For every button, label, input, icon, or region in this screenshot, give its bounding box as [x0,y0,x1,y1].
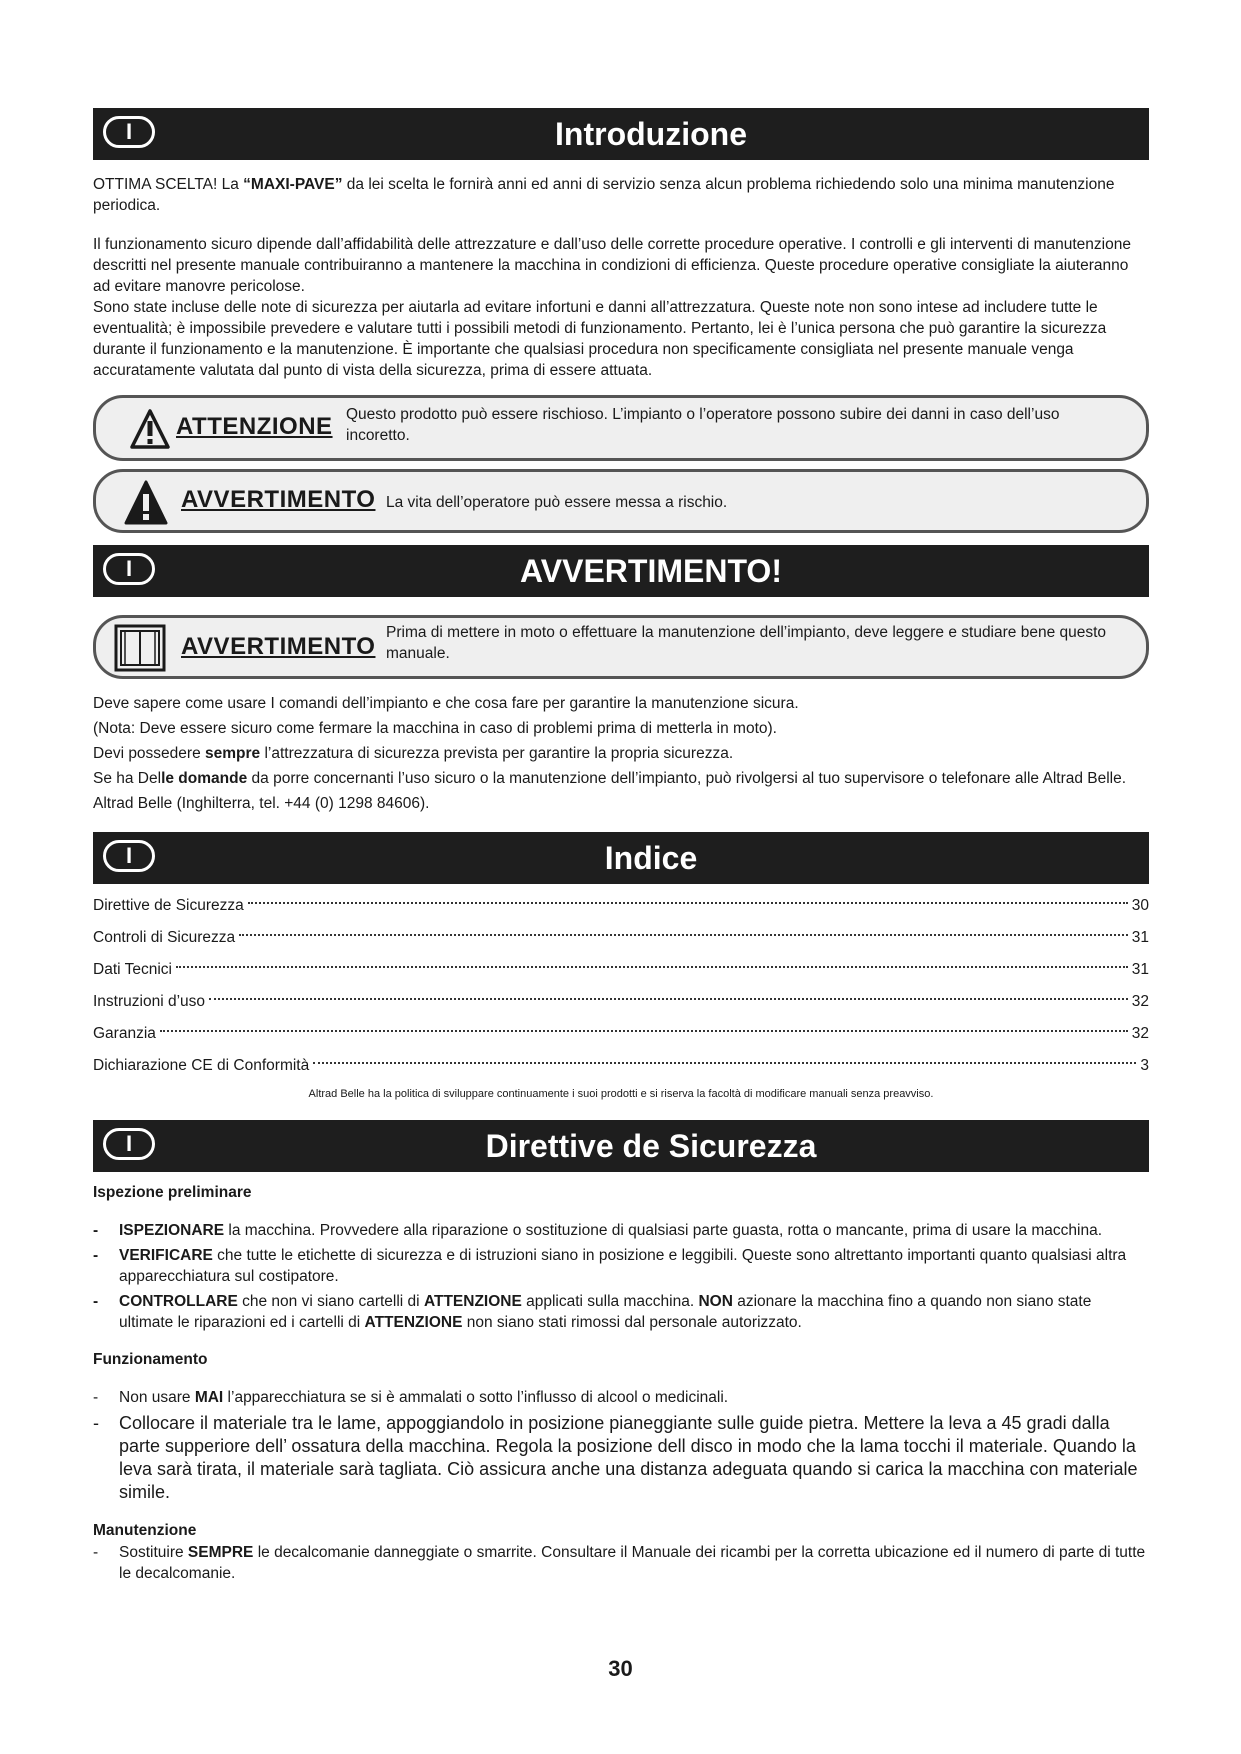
avvertimento-box [93,469,1149,533]
guidance-line-4: Se ha Delle domande da porre concernanti l’uso sicuro o la manutenzione dell’impianto, può rivolgersi al tuo supervisore o telefonare alle Altrad Belle. Altrad Belle (Inghilterra, tel. +44 (0) 1298 84606). [93,770,1127,812]
warning-triangle-filled-icon [124,480,168,531]
manual-book-icon [112,622,168,679]
section-header-direttive [93,1120,1149,1172]
manual-warning-text: Prima di mettere in moto o effettuare la manutenzione dell’impianto, deve leggere e studiare bene questo manuale. [386,624,1107,662]
attenzione-label: ATTENZIONE [176,413,333,440]
toc-entry[interactable]: Dati Tecnici 31 [93,961,1149,978]
section-title: Introduzione [555,116,747,152]
list-item: - Collocare il materiale tra le lame, appoggiandolo in posizione pianeggiante sulle guide pietra. Mettere la leva a 45 gradi dalla parte supperiore dell’ ossatura della macchina. Regola la posizione dell disco in modo che la lama tocchi il materiale. Quando la leva sarà tirata, il materiale sarà tagliata. Ciò assicura anche una distanza adeguata quando si carica la macchina con materiale simile. [93,1413,1138,1502]
list-item: - VERIFICARE che tutte le etichette di sicurezza e di istruzioni siano in posizione e leggibili. Queste sono altrettanto importanti quanto qualsiasi altra apparecchiatura sul costipatore. [93,1247,1127,1285]
guidance-line-1: Deve sapere come usare I comandi dell’impianto e che cosa fare per garantire la manutenzione sicura. [93,695,799,712]
toc-entry[interactable]: Garanzia 32 [93,1025,1149,1042]
avvertimento-text: La vita dell’operatore può essere messa a rischio. [386,494,728,511]
ispezione-list [93,1220,1149,1333]
section-header-introduzione [93,108,1149,160]
section-title: AVVERTIMENTO! [520,553,782,589]
intro-text [93,174,1149,381]
funzionamento-list [93,1387,1149,1504]
language-badge: I [103,553,155,585]
manutenzione-list [93,1542,1149,1584]
language-badge: I [103,116,155,148]
toc-entry[interactable]: Controli di Sicurezza 31 [93,929,1149,946]
subheading-funzionamento: Funzionamento [93,1351,208,1368]
manual-warning-box [93,615,1149,679]
attenzione-box [93,395,1149,461]
list-item: - Sostituire SEMPRE le decalcomanie danneggiate o smarrite. Consultare il Manuale dei ricambi per la corretta ubicazione ed il numero di parte di tutte le decalcomanie. [93,1544,1146,1582]
guidance-line-3: Devi possedere sempre l’attrezzatura di sicurezza prevista per garantire la propria sicurezza. [93,745,734,762]
attenzione-text: Questo prodotto può essere rischioso. L’impianto o l’operatore possono subire dei danni in caso dell’uso incoretto. [346,406,1060,444]
section-title: Direttive de Sicurezza [485,1128,817,1164]
toc-entry[interactable]: Direttive de Sicurezza 30 [93,897,1149,914]
policy-note: Altrad Belle ha la politica di sviluppare continuamente i suoi prodotti e si riserva la facoltà di modificare manuali senza preavviso. [308,1088,934,1100]
intro-paragraph-2: Il funzionamento sicuro dipende dall’affidabilità delle attrezzature e dall’uso delle corrette procedure operative. I controlli e gli interventi di manutenzione descritti nel presente manuale contribuiranno a mantenere la macchina in condizioni di efficienza. Queste procedure operative consigliate la aiuteranno ad evitare manovre pericolose. [93,236,1131,295]
toc-entry[interactable]: Instruzioni d’uso 32 [93,993,1149,1010]
section-header-indice [93,832,1149,884]
intro-paragraph-3: Sono state incluse delle note di sicurezza per aiutarla ad evitare infortuni e danni all’attrezzatura. Queste note non sono intese ad includere tutte le eventualità; è impossibile prevedere e valutare tutti i possibili metodi di funzionamento. Pertanto, lei è l’unica persona che può garantire la sicurezza durante il funzionamento e la manutenzione. È importante che qualsiasi procedura non specificamente consigliata nel presente manuale venga accuratamente valutata dal punto di vista della sicurezza, prima di essere attuata. [93,299,1107,379]
avvertimento-label: AVVERTIMENTO [181,486,376,513]
manual-page [93,108,1149,1588]
list-item: - CONTROLLARE che non vi siano cartelli di ATTENZIONE applicati sulla macchina. NON azionare la macchina fino a quando non siano state ultimate le riparazioni ed i cartelli di ATTENZIONE non siano stati rimossi dal personale autorizzato. [93,1293,1092,1331]
section-header-avvertimento [93,545,1149,597]
list-item: - ISPEZIONARE la macchina. Provvedere alla riparazione o sostituzione di qualsiasi parte guasta, rotta o mancante, prima di usare la macchina. [93,1222,1103,1239]
subheading-manutenzione: Manutenzione [93,1522,197,1539]
language-badge: I [103,840,155,872]
subheading-ispezione: Ispezione preliminare [93,1184,252,1201]
guidance-text [93,691,1149,816]
manual-warning-label: AVVERTIMENTO [181,633,376,660]
page-number: 30 [608,1656,633,1681]
list-item: - Non usare MAI l’apparecchiatura se si è ammalati o sotto l’influsso di alcool o medicinali. [93,1389,729,1406]
intro-paragraph-1: OTTIMA SCELTA! La “MAXI-PAVE” da lei scelta le fornirà anni ed anni di servizio senza alcun problema richiedendo solo una minima manutenzione periodica. [93,176,1115,214]
warning-triangle-outline-icon [130,408,170,455]
table-of-contents [93,890,1149,1082]
toc-entry[interactable]: Dichiarazione CE di Conformità 3 [93,1057,1149,1074]
language-badge: I [103,1128,155,1160]
guidance-line-2: (Nota: Deve essere sicuro come fermare la macchina in caso di problemi prima di metterla in moto). [93,720,777,737]
section-title: Indice [604,840,698,876]
